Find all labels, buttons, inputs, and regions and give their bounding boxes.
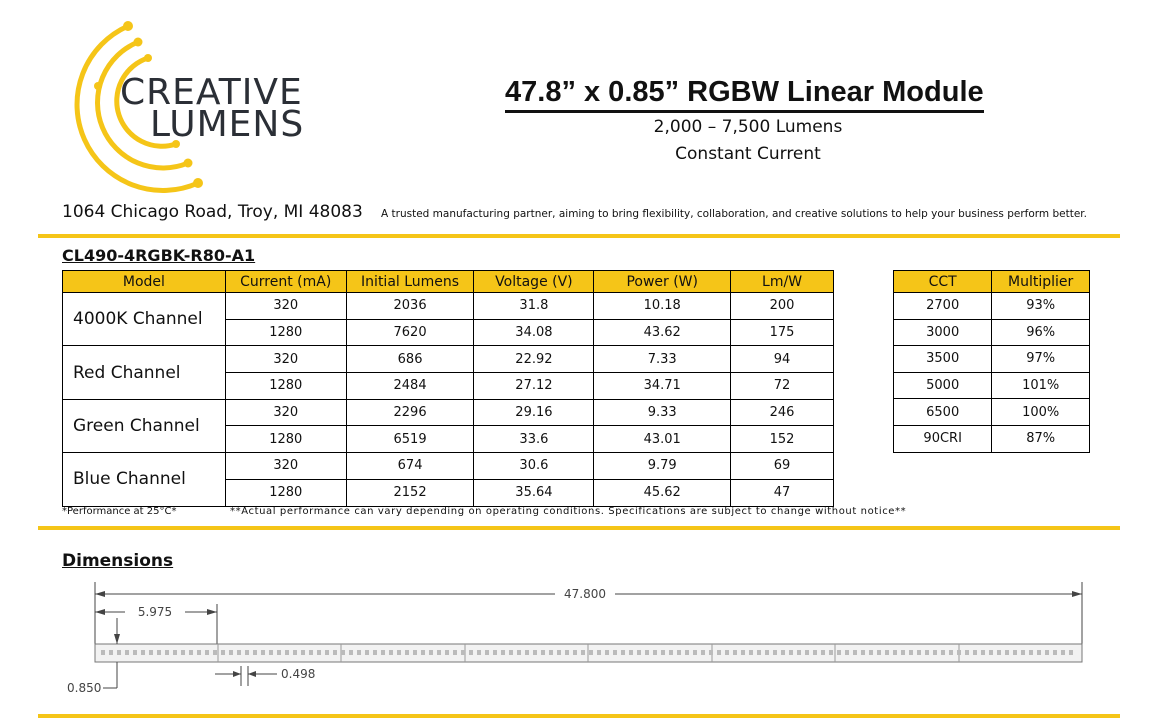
model-cell: Green Channel: [63, 399, 226, 452]
disclaimer-note: **Actual performance can vary depending on operating conditions. Specifications are subject to change without notice**: [230, 506, 907, 517]
led-dot: [885, 650, 889, 655]
led-dot: [589, 650, 593, 655]
overall-length-label: 47.800: [564, 587, 606, 601]
dimension-drawing: [55, 578, 1095, 698]
table-cell: 100%: [992, 399, 1090, 426]
table-cell: 2484: [346, 373, 474, 400]
led-dot: [965, 650, 969, 655]
table-cell: 35.64: [474, 479, 594, 506]
led-dot: [1069, 650, 1073, 655]
led-dot: [925, 650, 929, 655]
header-power: Power (W): [594, 271, 731, 293]
led-dot: [1061, 650, 1065, 655]
led-dot: [845, 650, 849, 655]
table-cell: 6519: [346, 426, 474, 453]
led-dot: [101, 650, 105, 655]
table-cell: 3500: [894, 346, 992, 373]
led-dot: [229, 650, 233, 655]
table-cell: 69: [731, 453, 834, 480]
led-dot: [533, 650, 537, 655]
company-logo: [58, 18, 338, 198]
led-dot: [477, 650, 481, 655]
table-cell: 2036: [346, 293, 474, 320]
table-cell: 1280: [225, 426, 346, 453]
table-cell: 7620: [346, 319, 474, 346]
led-dot: [597, 650, 601, 655]
drive-type: Constant Current: [675, 144, 821, 164]
table-cell: 31.8: [474, 293, 594, 320]
led-dot: [493, 650, 497, 655]
table-row: [63, 293, 834, 320]
led-dot: [989, 650, 993, 655]
table-cell: 30.6: [474, 453, 594, 480]
led-dot: [765, 650, 769, 655]
model-cell: Red Channel: [63, 346, 226, 399]
led-dot: [453, 650, 457, 655]
led-dot: [261, 650, 265, 655]
header-efficacy: Lm/W: [731, 271, 834, 293]
led-dot: [749, 650, 753, 655]
header-cct: CCT: [894, 271, 992, 293]
header-current: Current (mA): [225, 271, 346, 293]
table-cell: 43.01: [594, 426, 731, 453]
table-cell: 1280: [225, 319, 346, 346]
led-dot: [125, 650, 129, 655]
led-dot: [629, 650, 633, 655]
table-cell: 97%: [992, 346, 1090, 373]
table-cell: 9.79: [594, 453, 731, 480]
led-dot: [685, 650, 689, 655]
table-cell: 90CRI: [894, 425, 992, 452]
table-row: [894, 293, 1090, 320]
logo-text-lumens: LUMENS: [150, 104, 305, 145]
led-dot: [245, 650, 249, 655]
led-dot: [997, 650, 1001, 655]
led-dot: [405, 650, 409, 655]
led-dot: [805, 650, 809, 655]
led-dot: [821, 650, 825, 655]
led-dot: [717, 650, 721, 655]
led-dot: [541, 650, 545, 655]
table-cell: 320: [225, 399, 346, 426]
led-dot: [501, 650, 505, 655]
table-cell: 9.33: [594, 399, 731, 426]
led-dot: [357, 650, 361, 655]
led-dot: [949, 650, 953, 655]
led-dot: [1021, 650, 1025, 655]
table-row: [894, 319, 1090, 346]
company-address: 1064 Chicago Road, Troy, MI 48083: [62, 202, 363, 222]
table-cell: 29.16: [474, 399, 594, 426]
led-dot: [757, 650, 761, 655]
table-row: [894, 425, 1090, 452]
led-dot: [389, 650, 393, 655]
led-dot: [973, 650, 977, 655]
led-dot: [605, 650, 609, 655]
table-cell: 674: [346, 453, 474, 480]
led-dot: [213, 650, 217, 655]
led-dot: [877, 650, 881, 655]
table-cell: 175: [731, 319, 834, 346]
table-cell: 2152: [346, 479, 474, 506]
table-cell: 320: [225, 293, 346, 320]
table-cell: 3000: [894, 319, 992, 346]
company-tagline: A trusted manufacturing partner, aiming to bring flexibility, collaboration, and creative solutions to help your business perform better.: [381, 208, 1087, 220]
led-dot: [485, 650, 489, 655]
led-dot: [733, 650, 737, 655]
led-dot: [773, 650, 777, 655]
led-dot: [205, 650, 209, 655]
divider-bottom: [38, 714, 1120, 718]
cct-table-header: [894, 271, 1090, 293]
led-dot: [573, 650, 577, 655]
lumens-range: 2,000 – 7,500 Lumens: [653, 117, 843, 137]
led-dot: [701, 650, 705, 655]
led-dot: [149, 650, 153, 655]
led-dot: [1005, 650, 1009, 655]
led-dot: [301, 650, 305, 655]
table-cell: 152: [731, 426, 834, 453]
table-row: [894, 372, 1090, 399]
table-cell: 47: [731, 479, 834, 506]
led-dot: [549, 650, 553, 655]
table-cell: 87%: [992, 425, 1090, 452]
led-dot: [293, 650, 297, 655]
table-cell: 2296: [346, 399, 474, 426]
table-cell: 45.62: [594, 479, 731, 506]
led-dot: [141, 650, 145, 655]
table-cell: 27.12: [474, 373, 594, 400]
led-dot: [221, 650, 225, 655]
led-dot: [829, 650, 833, 655]
led-dot: [509, 650, 513, 655]
led-dot: [133, 650, 137, 655]
led-dot: [421, 650, 425, 655]
table-cell: 72: [731, 373, 834, 400]
spec-table-header: [63, 271, 834, 293]
led-dot: [189, 650, 193, 655]
led-dot: [237, 650, 241, 655]
header-lumens: Initial Lumens: [346, 271, 474, 293]
led-dot: [869, 650, 873, 655]
led-dot: [397, 650, 401, 655]
led-dot: [1037, 650, 1041, 655]
table-row: [894, 346, 1090, 373]
led-dot: [621, 650, 625, 655]
led-dot: [645, 650, 649, 655]
led-dot: [637, 650, 641, 655]
led-dot: [525, 650, 529, 655]
table-cell: 1280: [225, 373, 346, 400]
led-dot: [981, 650, 985, 655]
led-dot: [789, 650, 793, 655]
led-dot: [909, 650, 913, 655]
led-dot: [381, 650, 385, 655]
led-dot: [669, 650, 673, 655]
led-dot: [941, 650, 945, 655]
table-cell: 22.92: [474, 346, 594, 373]
header-multiplier: Multiplier: [992, 271, 1090, 293]
cct-multiplier-table: [893, 270, 1090, 453]
led-dot: [413, 650, 417, 655]
table-cell: 200: [731, 293, 834, 320]
table-cell: 34.71: [594, 373, 731, 400]
header-model: Model: [63, 271, 226, 293]
led-dot: [341, 650, 345, 655]
segment-length-label: 5.975: [137, 605, 173, 619]
led-dot: [853, 650, 857, 655]
led-dot: [901, 650, 905, 655]
led-dot: [957, 650, 961, 655]
led-dot: [437, 650, 441, 655]
led-dot: [837, 650, 841, 655]
led-dot: [365, 650, 369, 655]
led-dot: [725, 650, 729, 655]
led-dot: [317, 650, 321, 655]
table-cell: 6500: [894, 399, 992, 426]
led-dot: [677, 650, 681, 655]
table-cell: 33.6: [474, 426, 594, 453]
table-cell: 320: [225, 346, 346, 373]
led-dot: [781, 650, 785, 655]
table-row: [894, 399, 1090, 426]
table-cell: 246: [731, 399, 834, 426]
led-dot: [813, 650, 817, 655]
led-dot: [325, 650, 329, 655]
width-label: 0.850: [67, 681, 102, 695]
led-dot: [797, 650, 801, 655]
led-dot: [109, 650, 113, 655]
led-dot: [309, 650, 313, 655]
divider-top: [38, 234, 1120, 238]
led-dot: [613, 650, 617, 655]
table-cell: 34.08: [474, 319, 594, 346]
led-dot: [269, 650, 273, 655]
led-dot: [1029, 650, 1033, 655]
logo-text-creative: CREATIVE: [120, 72, 303, 113]
table-cell: 686: [346, 346, 474, 373]
led-dot: [741, 650, 745, 655]
led-dot: [709, 650, 713, 655]
led-dot: [333, 650, 337, 655]
table-row: [63, 453, 834, 480]
model-cell: 4000K Channel: [63, 293, 226, 346]
led-dot: [557, 650, 561, 655]
pitch-label: 0.498: [281, 667, 316, 681]
led-dot: [581, 650, 585, 655]
led-dot: [429, 650, 433, 655]
led-dot: [461, 650, 465, 655]
led-dot: [157, 650, 161, 655]
led-dot: [197, 650, 201, 655]
led-dot: [693, 650, 697, 655]
led-dot: [653, 650, 657, 655]
led-dot: [1045, 650, 1049, 655]
led-dot: [285, 650, 289, 655]
led-dot: [165, 650, 169, 655]
led-dot: [373, 650, 377, 655]
table-row: [63, 399, 834, 426]
table-cell: 320: [225, 453, 346, 480]
spec-table: [62, 270, 834, 507]
led-dot: [1053, 650, 1057, 655]
table-cell: 7.33: [594, 346, 731, 373]
table-cell: 5000: [894, 372, 992, 399]
led-dot: [1013, 650, 1017, 655]
led-dot: [893, 650, 897, 655]
table-cell: 1280: [225, 479, 346, 506]
led-dot: [253, 650, 257, 655]
table-cell: 96%: [992, 319, 1090, 346]
led-dot: [349, 650, 353, 655]
led-dot: [117, 650, 121, 655]
table-cell: 101%: [992, 372, 1090, 399]
table-cell: 43.62: [594, 319, 731, 346]
model-cell: Blue Channel: [63, 453, 226, 506]
table-cell: 10.18: [594, 293, 731, 320]
led-dot: [661, 650, 665, 655]
led-dot: [445, 650, 449, 655]
table-cell: 94: [731, 346, 834, 373]
header-voltage: Voltage (V): [474, 271, 594, 293]
led-dot: [517, 650, 521, 655]
led-dot: [173, 650, 177, 655]
table-row: [63, 346, 834, 373]
performance-note: *Performance at 25°C*: [62, 506, 177, 517]
part-number: CL490-4RGBK-R80-A1: [62, 246, 256, 265]
led-dot: [469, 650, 473, 655]
divider-middle: [38, 526, 1120, 530]
table-cell: 2700: [894, 293, 992, 320]
table-cell: 93%: [992, 293, 1090, 320]
led-dot: [861, 650, 865, 655]
page-title: 47.8” x 0.85” RGBW Linear Module: [505, 74, 984, 113]
led-dot: [565, 650, 569, 655]
led-dot: [181, 650, 185, 655]
led-dot: [933, 650, 937, 655]
led-dot: [277, 650, 281, 655]
led-dot: [917, 650, 921, 655]
dimensions-heading: Dimensions: [62, 551, 174, 571]
